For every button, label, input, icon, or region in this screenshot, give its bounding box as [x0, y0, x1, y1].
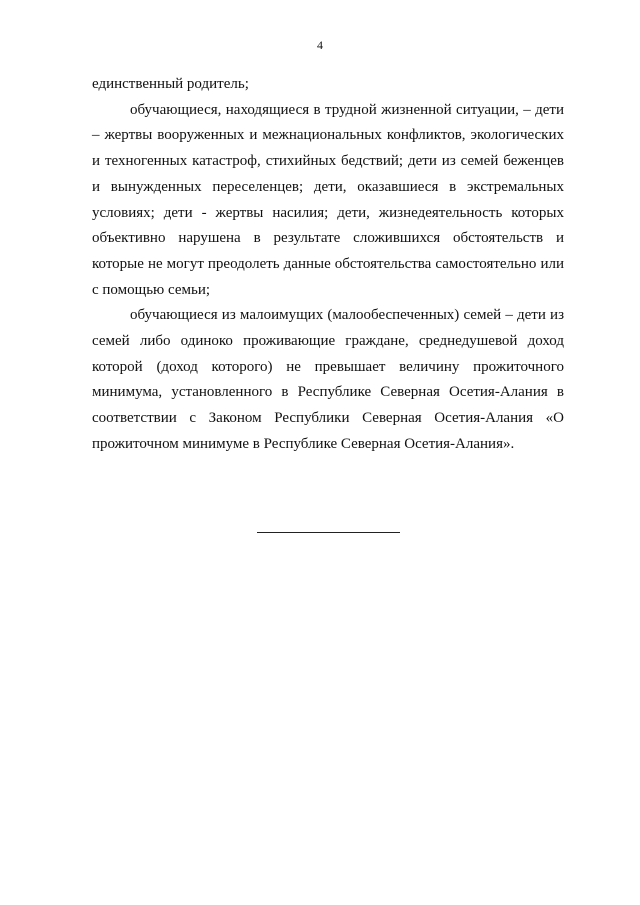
page-number: 4	[317, 38, 323, 52]
paragraph-continuation: единственный родитель;	[92, 76, 249, 92]
end-separator-line	[257, 532, 400, 533]
document-body	[92, 72, 564, 458]
paragraph-difficult-situation: обучающиеся, находящиеся в трудной жизненной ситуации, – дети – жертвы вооруженных и межнациональных конфликтов, экологических и техногенных катастроф, стихийных бедствий; дети из семей беженцев и вынужденных переселенцев; дети, оказавшиеся в экстремальных условиях; дети - жертвы насилия; дети, жизнедеятельность которых объективно нарушена в результате сложившихся обстоятельств и которые не могут преодолеть данные обстоятельства самостоятельно или с помощью семьи;	[92, 101, 564, 298]
paragraph-low-income: обучающиеся из малоимущих (малообеспеченных) семей – дети из семей либо одиноко проживающие граждане, среднедушевой доход которой (доход которого) не превышает величину прожиточного минимума, установленного в Республике Северная Осетия-Алания в соответствии с Законом Республики Северная Осетия-Алания «О прожиточном минимуме в Республике Северная Осетия-Алания».	[92, 307, 564, 452]
